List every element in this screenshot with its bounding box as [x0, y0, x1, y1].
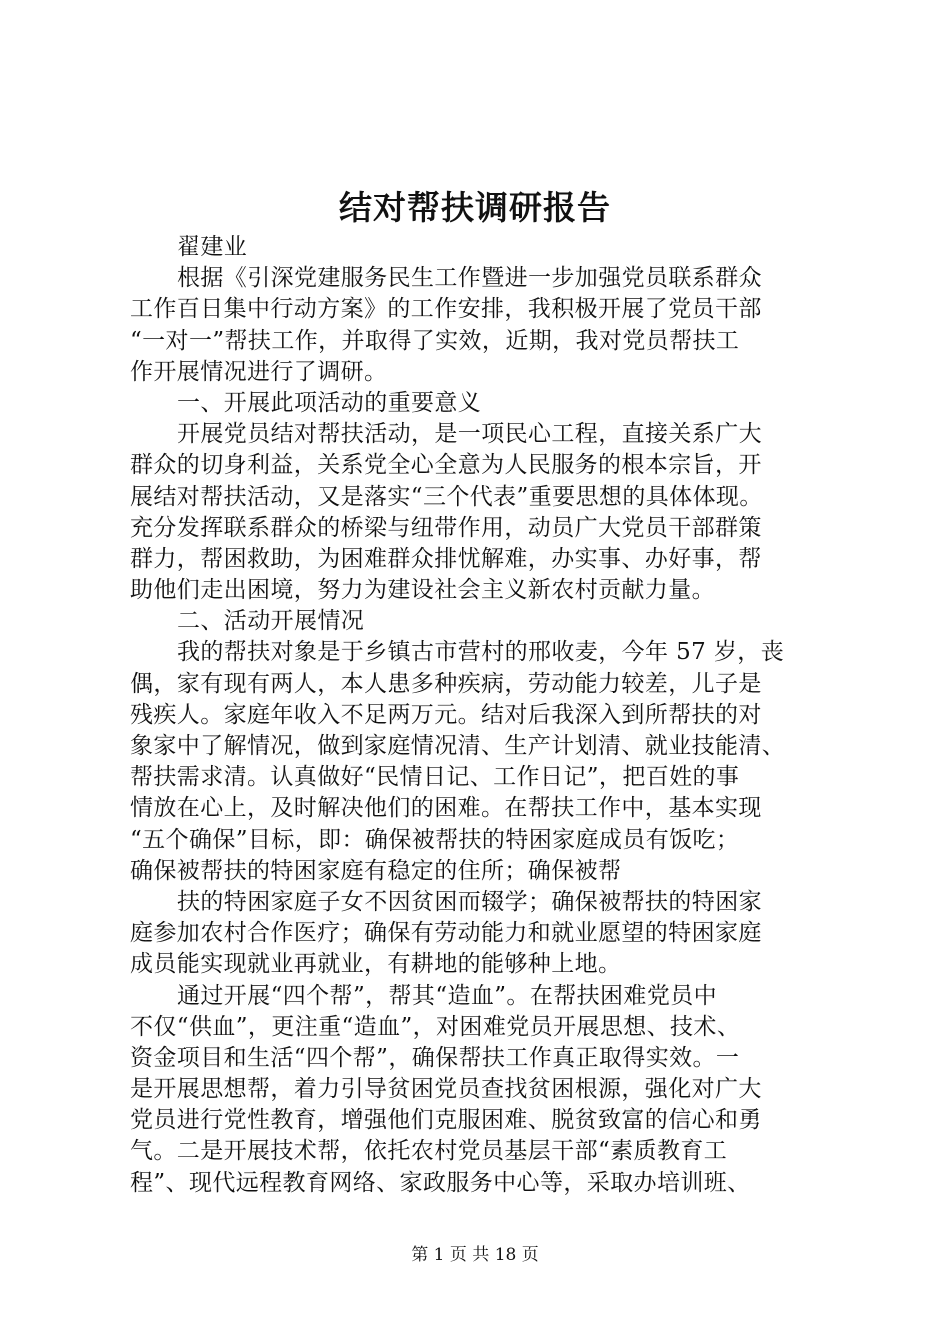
text-line: 成员能实现就业再就业，有耕地的能够种上地。	[130, 951, 622, 978]
text-line: 开展党员结对帮扶活动，是一项民心工程，直接关系广大	[177, 421, 762, 448]
document-body	[130, 232, 830, 1199]
text-line: “五个确保”目标，即：确保被帮扶的特困家庭成员有饭吃；	[130, 826, 740, 853]
text-line: 群众的切身利益，关系党全心全意为人民服务的根本宗旨，开	[130, 452, 762, 479]
document-title: 结对帮扶调研报告	[339, 188, 611, 227]
text-line: 展结对帮扶活动，又是落实“三个代表”重要思想的具体体现。	[130, 483, 763, 510]
text-line: 帮扶需求清。认真做好“民情日记、工作日记”，把百姓的事	[130, 764, 740, 791]
text-line: 我的帮扶对象是于乡镇古市营村的邢收麦，今年 57 岁，丧	[177, 639, 785, 666]
text-line: 作开展情况进行了调研。	[130, 358, 388, 385]
text-line: 根据《引深党建服务民生工作暨进一步加强党员联系群众	[177, 265, 762, 292]
text-line: 二、活动开展情况	[177, 608, 365, 635]
text-line: 工作百日集中行动方案》的工作安排，我积极开展了党员干部	[130, 296, 762, 323]
text-line: 气。二是开展技术帮，依托农村党员基层干部“素质教育工	[130, 1138, 728, 1165]
text-line: 不仅“供血”，更注重“造血”，对困难党员开展思想、技术、	[130, 1013, 741, 1040]
text-line: “一对一”帮扶工作，并取得了实效，近期，我对党员帮扶工	[130, 327, 740, 354]
text-line: 扶的特困家庭子女不因贫困而辍学；确保被帮扶的特困家	[177, 888, 762, 915]
text-line: 群力，帮困救助，为困难群众排忧解难，办实事、办好事，帮	[130, 545, 762, 572]
text-line: 充分发挥联系群众的桥梁与纽带作用，动员广大党员干部群策	[130, 514, 762, 541]
text-line: 一、开展此项活动的重要意义	[177, 389, 482, 416]
text-line: 庭参加农村合作医疗；确保有劳动能力和就业愿望的特困家庭	[130, 920, 762, 947]
text-line: 是开展思想帮，着力引导贫困党员查找贫困根源，强化对广大	[130, 1076, 762, 1103]
text-line: 党员进行党性教育，增强他们克服困难、脱贫致富的信心和勇	[130, 1107, 762, 1134]
text-line: 通过开展“四个帮”，帮其“造血”。在帮扶困难党员中	[177, 982, 718, 1009]
text-line: 确保被帮扶的特困家庭有稳定的住所；确保被帮	[130, 857, 622, 884]
text-line: 翟建业	[177, 234, 248, 260]
text-line: 资金项目和生活“四个帮”，确保帮扶工作真正取得实效。一	[130, 1044, 740, 1071]
text-line: 残疾人。家庭年收入不足两万元。结对后我深入到所帮扶的对	[130, 701, 762, 728]
text-line: 助他们走出困境，努力为建设社会主义新农村贡献力量。	[130, 577, 715, 604]
text-line: 情放在心上，及时解决他们的困难。在帮扶工作中，基本实现	[130, 795, 762, 822]
text-line: 象家中了解情况，做到家庭情况清、生产计划清、就业技能清、	[130, 733, 786, 759]
page-footer: 第 1 页 共 18 页	[411, 1245, 539, 1265]
text-line: 程”、现代远程教育网络、家政服务中心等，采取办培训班、	[130, 1169, 751, 1196]
text-line: 偶，家有现有两人，本人患多种疾病，劳动能力较差，儿子是	[130, 670, 762, 697]
